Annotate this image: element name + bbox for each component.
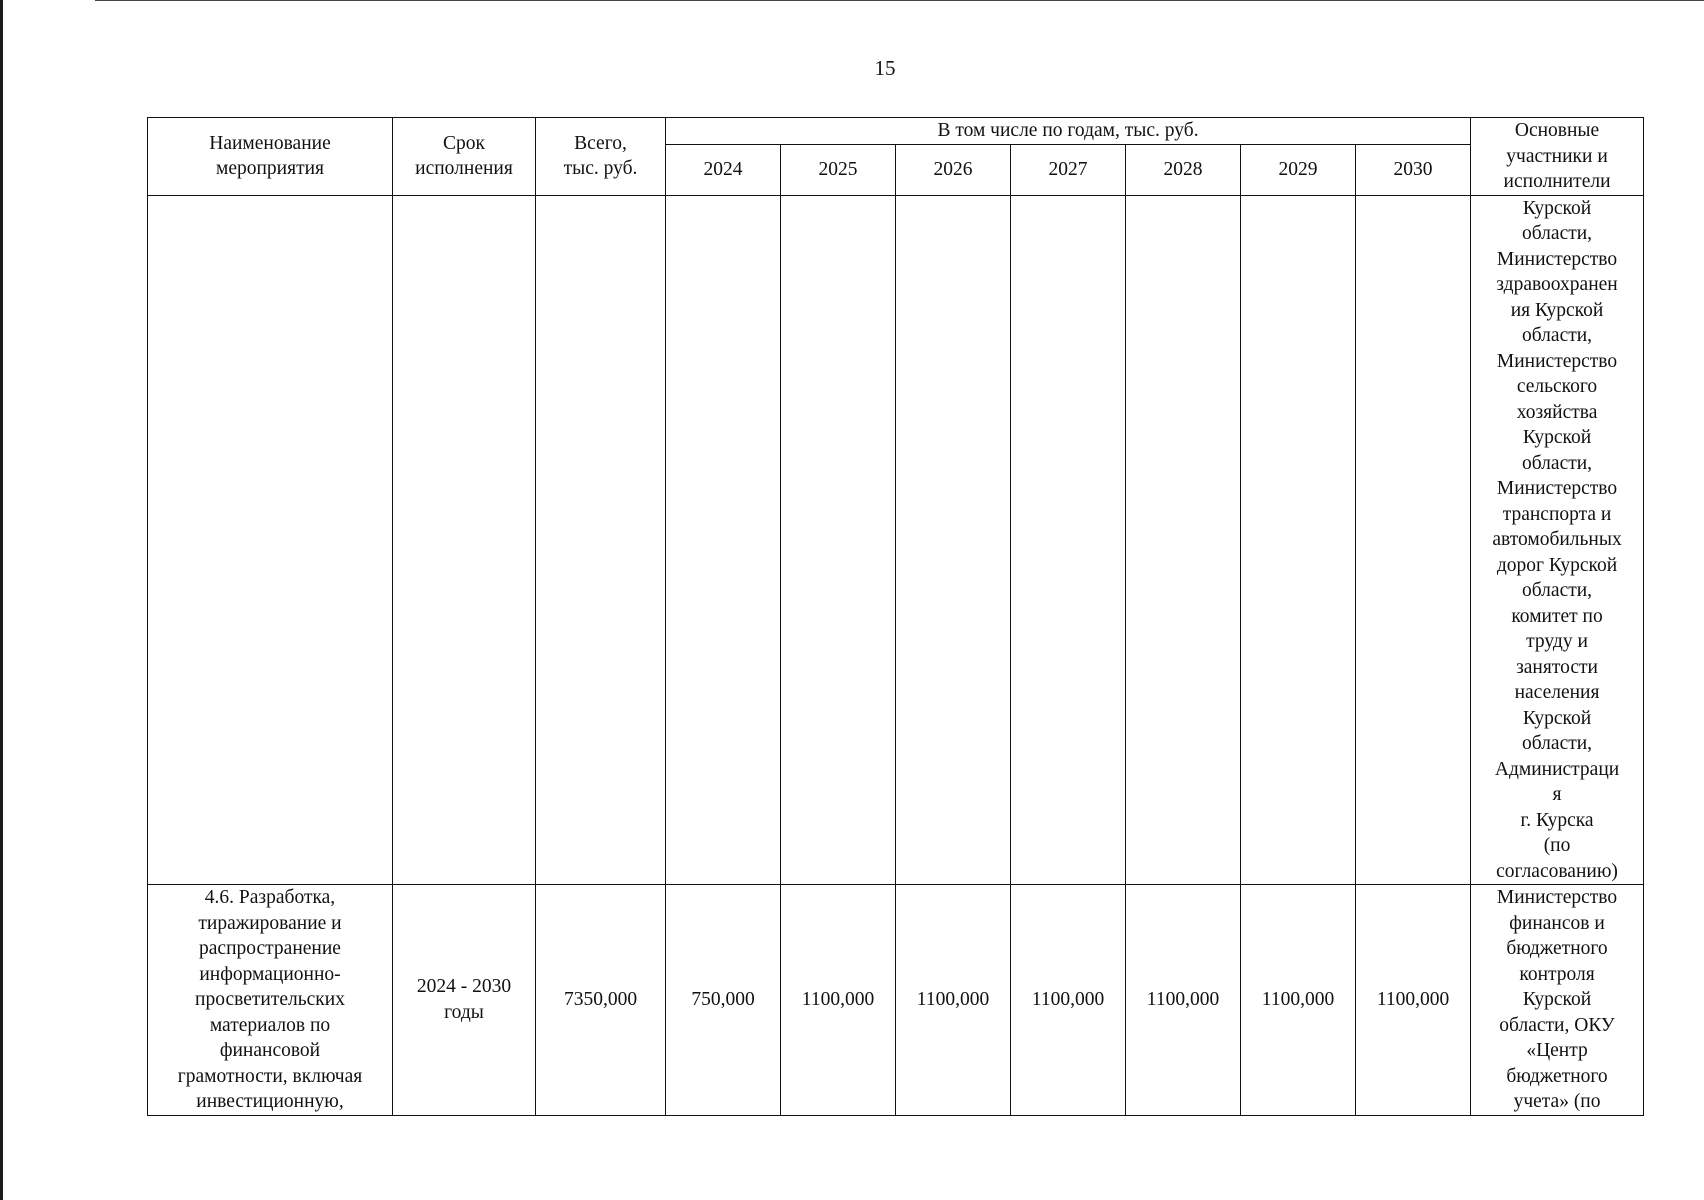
cell-year: 1100,000 bbox=[896, 885, 1011, 1116]
header-year: 2030 bbox=[1356, 144, 1471, 195]
cell-participants: Министерство финансов и бюджетного контроля Курской области, ОКУ «Центр бюджетного учета» (по bbox=[1471, 885, 1644, 1116]
header-participants: Основные участники и исполнители bbox=[1471, 118, 1644, 196]
header-name: Наименование мероприятия bbox=[148, 118, 393, 196]
budget-table bbox=[147, 117, 1644, 1116]
header-year: 2027 bbox=[1011, 144, 1126, 195]
page-number: 15 bbox=[874, 56, 896, 80]
header-year: 2029 bbox=[1241, 144, 1356, 195]
cell-total bbox=[536, 195, 666, 885]
cell-year bbox=[781, 195, 896, 885]
table-row-4-6 bbox=[148, 885, 1644, 1116]
cell-term bbox=[393, 195, 536, 885]
header-year: 2028 bbox=[1126, 144, 1241, 195]
header-years-group: В том числе по годам, тыс. руб. bbox=[666, 118, 1471, 145]
table-row-continuation bbox=[148, 195, 1644, 885]
header-year: 2026 bbox=[896, 144, 1011, 195]
cell-year bbox=[1011, 195, 1126, 885]
cell-year: 1100,000 bbox=[781, 885, 896, 1116]
cell-year bbox=[1241, 195, 1356, 885]
cell-participants: Курской области, Министерство здравоохранен ия Курской области, Министерство сельского хозяйства Курской области, Министерство транспорта и автомобильных дорог Курской области, комитет по труду и занятости населения Курской области, Администраци я г. Курска (по согласованию) bbox=[1471, 195, 1644, 885]
header-year: 2025 bbox=[781, 144, 896, 195]
header-term: Срок исполнения bbox=[393, 118, 536, 196]
cell-year bbox=[896, 195, 1011, 885]
cell-name: 4.6. Разработка, тиражирование и распространение информационно- просветительских материалов по финансовой грамотности, включая инвестиционную, bbox=[148, 885, 393, 1116]
cell-year bbox=[1126, 195, 1241, 885]
cell-name bbox=[148, 195, 393, 885]
cell-year: 1100,000 bbox=[1356, 885, 1471, 1116]
cell-year bbox=[1356, 195, 1471, 885]
cell-total: 7350,000 bbox=[536, 885, 666, 1116]
cell-year: 1100,000 bbox=[1241, 885, 1356, 1116]
cell-year bbox=[666, 195, 781, 885]
header-year: 2024 bbox=[666, 144, 781, 195]
header-total: Всего, тыс. руб. bbox=[536, 118, 666, 196]
cell-term: 2024 - 2030 годы bbox=[393, 885, 536, 1116]
cell-year: 750,000 bbox=[666, 885, 781, 1116]
header-row-1 bbox=[148, 118, 1644, 145]
cell-year: 1100,000 bbox=[1126, 885, 1241, 1116]
scan-edge-top bbox=[95, 0, 1704, 1]
cell-year: 1100,000 bbox=[1011, 885, 1126, 1116]
scan-edge-left bbox=[0, 0, 3, 1200]
